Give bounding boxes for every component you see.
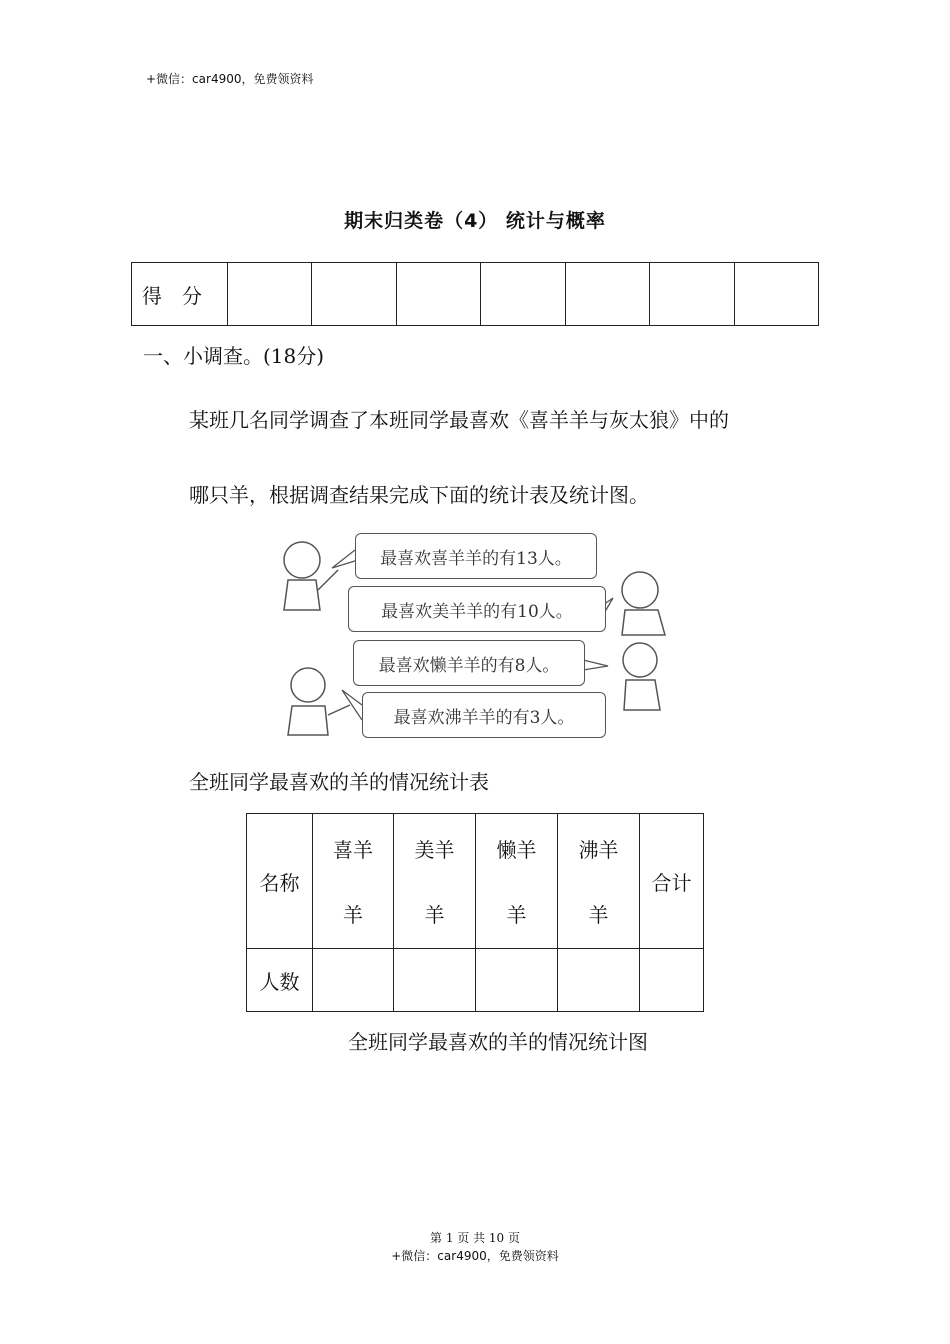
column-header: 美羊 [414, 838, 455, 862]
row-header: 名称 [247, 814, 313, 949]
total-header: 合计 [640, 814, 704, 949]
answer-cell[interactable] [394, 949, 476, 1012]
speech-bubble: 最喜欢喜羊羊的有13人。 [355, 533, 597, 579]
page-title: 期末归类卷（4） 统计与概率 [344, 210, 606, 232]
score-cell[interactable] [396, 263, 480, 326]
answer-cell[interactable] [313, 949, 394, 1012]
paragraph-line: 哪只羊，根据调查结果完成下面的统计表及统计图。 [189, 483, 649, 507]
page-number: 第 1 页 共 10 页 [430, 1231, 520, 1245]
section-heading: 一、小调查。(18分) [143, 344, 325, 368]
column-header: 羊 [506, 903, 527, 927]
watermark-bottom: +微信：car4900，免费领资料 [391, 1249, 559, 1263]
column-header: 沸羊 [578, 838, 619, 862]
column-header: 懒羊 [496, 838, 537, 862]
score-cell[interactable] [481, 263, 565, 326]
chart-caption: 全班同学最喜欢的羊的情况统计图 [348, 1030, 648, 1054]
column-header: 羊 [343, 903, 363, 927]
paragraph-line: 某班几名同学调查了本班同学最喜欢《喜羊羊与灰太狼》中的 [189, 408, 729, 432]
speech-bubble: 最喜欢沸羊羊的有3人。 [362, 692, 606, 738]
score-cell[interactable] [312, 263, 396, 326]
answer-cell[interactable] [640, 949, 704, 1012]
score-cell[interactable] [734, 263, 818, 326]
score-table [131, 262, 819, 326]
score-cell[interactable] [228, 263, 312, 326]
speech-bubble: 最喜欢美羊羊的有10人。 [348, 586, 606, 632]
column-header: 羊 [588, 903, 609, 927]
watermark-top: +微信：car4900，免费领资料 [146, 72, 314, 86]
column-header: 喜羊 [333, 838, 373, 862]
score-cell[interactable] [650, 263, 734, 326]
answer-cell[interactable] [476, 949, 558, 1012]
speech-bubble: 最喜欢懒羊羊的有8人。 [353, 640, 585, 686]
score-label: 得 分 [132, 263, 228, 326]
stats-table [246, 813, 704, 1012]
row-header: 人数 [247, 949, 313, 1012]
table-caption: 全班同学最喜欢的羊的情况统计表 [189, 770, 489, 794]
score-cell[interactable] [565, 263, 649, 326]
column-header: 羊 [424, 903, 445, 927]
answer-cell[interactable] [558, 949, 640, 1012]
